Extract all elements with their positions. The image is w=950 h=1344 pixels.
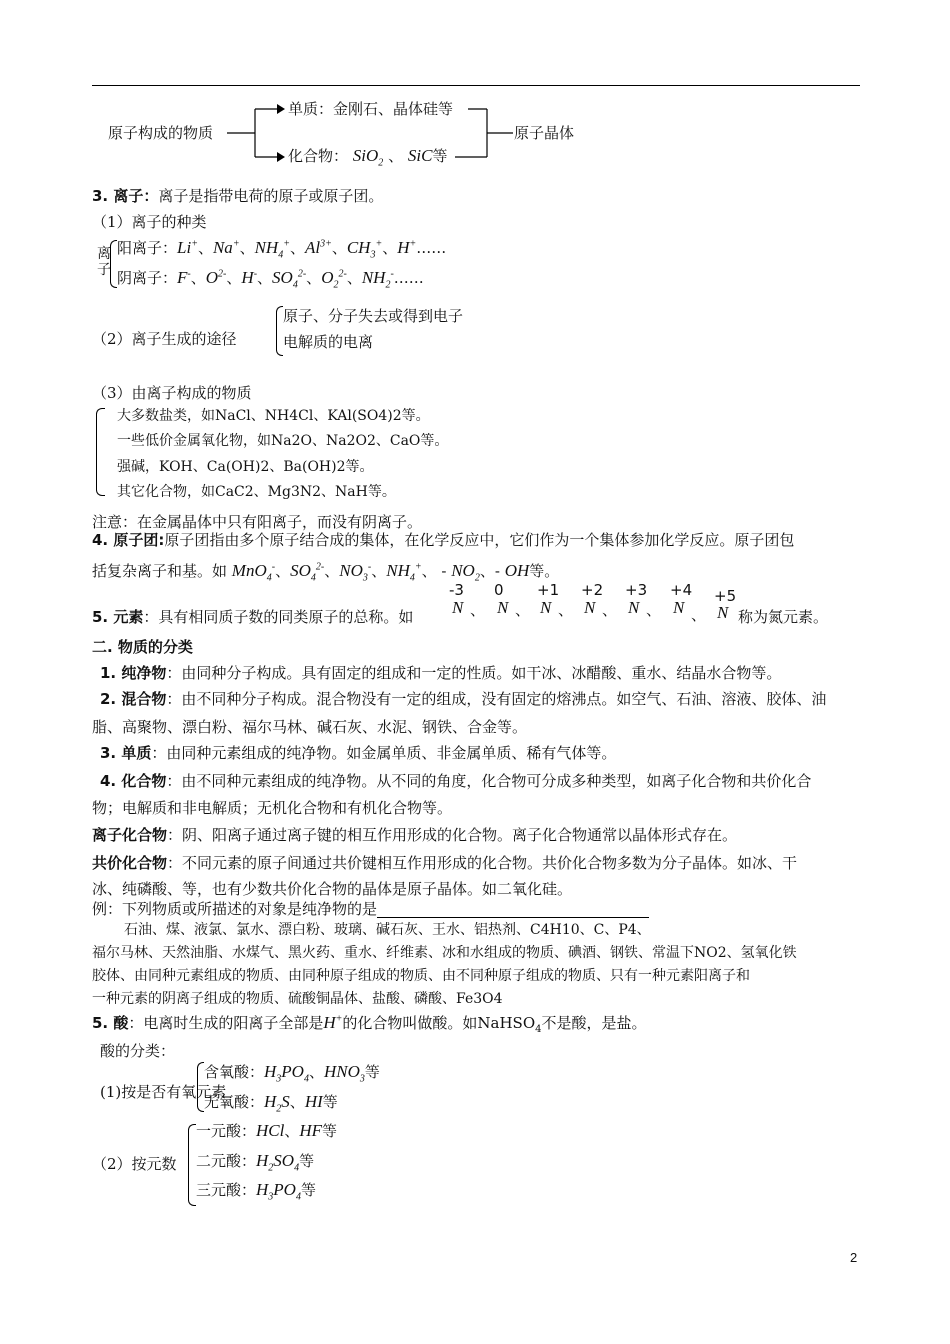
acid-basicity-group: （2）按元数 xyxy=(92,1155,177,1173)
covalent-line1: 共价化合物：不同元素的原子间通过共价键相互作用形成的化合物。共价化合物多数为分子晶体。如冰、干 xyxy=(92,854,798,872)
oxyacid: 含氧酸：$H_3PO_4$、$HNO_3$等 xyxy=(204,1062,380,1085)
atomic-group-line2: 括复杂离子和基。如 MnO$_4$-、$SO_4^{2-}$、$NO_3^-$、$NH_4^+$、 - $NO_2$、- OH等。 xyxy=(92,561,560,584)
nitrogen-tail: 称为氮元素。 xyxy=(738,608,829,626)
nitrogen-symbol-0: N xyxy=(452,598,464,617)
example-line1: 石油、煤、液氯、氯水、漂白粉、玻璃、碱石灰、王水、铝热剂、C4H10、C、P4、 xyxy=(124,922,651,938)
mixture-line2: 脂、高聚物、漂白粉、福尔马林、碱石灰、水泥、钢铁、合金等。 xyxy=(92,718,528,736)
atomic-crystal-label: 原子晶体 xyxy=(514,124,575,142)
ion-types-heading: （1）离子的种类 xyxy=(92,213,207,231)
acid-classification-heading: 酸的分类： xyxy=(100,1042,176,1060)
oxidation-state-0: -3 xyxy=(449,581,464,599)
formula-sic: SiC xyxy=(407,146,433,165)
acid-oxygen-group: (1)按是否有氧元素 xyxy=(100,1083,227,1101)
element-definition: 5. 元素：具有相同质子数的同类原子的总称。如 xyxy=(92,608,414,626)
oxidation-state-1: 0 xyxy=(494,581,504,599)
ion-brace xyxy=(110,240,117,288)
example-line4: 一种元素的阴离子组成的物质、硫酸铜晶体、盐酸、磷酸、Fe3O4 xyxy=(92,991,503,1007)
mixture-line1: 2. 混合物：由不同种分子构成。混合物没有一定的组成，没有固定的熔沸点。如空气、石油、溶液、胶体、油 xyxy=(100,690,827,708)
ionic-substance-heading: （3）由离子构成的物质 xyxy=(92,384,252,402)
atomic-substance-label: 原子构成的物质 xyxy=(108,124,214,142)
page-number: 2 xyxy=(850,1250,858,1265)
nitrogen-symbol-4: N xyxy=(628,598,640,617)
ionic-item-salts: 大多数盐类，如NaCl、NH4Cl、KAl(SO4)2等。 xyxy=(117,408,430,424)
nitrogen-symbol-6: N xyxy=(717,603,729,622)
separator: 、 xyxy=(691,606,707,624)
element-substance-def: 3. 单质：由同种元素组成的纯净物。如金属单质、非金属单质、稀有气体等。 xyxy=(100,744,617,762)
separator: 、 xyxy=(558,601,574,619)
separator: 、 xyxy=(515,601,531,619)
nitrogen-symbol-5: N xyxy=(673,598,685,617)
ion-side-label: 离子 xyxy=(97,246,111,278)
separator: 、 xyxy=(602,601,618,619)
nitrogen-symbol-1: N xyxy=(497,598,509,617)
basicity-brace xyxy=(188,1124,196,1206)
classification-title: 二. 物质的分类 xyxy=(92,638,193,656)
oxidation-state-4: +3 xyxy=(625,581,648,599)
compound-line1: 4. 化合物：由不同种元素组成的纯净物。从不同的角度，化合物可分成多种类型，如离子化合物和共价化合 xyxy=(100,772,812,790)
example-line2: 福尔马林、天然油脂、水煤气、黑火药、重水、纤维素、冰和水组成的物质、碘酒、钢铁、常温下NO2、氢氧化铁 xyxy=(92,945,797,961)
separator: 、 xyxy=(646,601,662,619)
compound-label: 化合物： xyxy=(288,147,349,165)
dibasic-acid: 二元酸：$H_2SO_4$等 xyxy=(196,1151,315,1174)
oxygen-brace xyxy=(197,1062,204,1112)
ion-route-heading: （2）离子生成的途径 xyxy=(92,330,237,348)
nitrogen-symbol-3: N xyxy=(584,598,596,617)
ionic-item-oxides: 一些低价金属氧化物，如Na2O、Na2O2、CaO等。 xyxy=(117,433,449,449)
ionic-item-others: 其它化合物，如CaC2、Mg3N2、NaH等。 xyxy=(117,484,396,500)
cation-line: 阳离子：Li+、Na+、$NH_4^+$、$Al^{3+}$、$CH_3^+$、H+…… xyxy=(117,238,447,261)
example-question: 例：下列物质或所描述的对象是纯净物的是 xyxy=(92,900,649,918)
ionic-substance-brace xyxy=(96,408,105,496)
non-oxyacid: 无氧酸：$H_2S$、HI等 xyxy=(204,1092,338,1115)
example-line3: 胶体、由同种元素组成的物质、由同种原子组成的物质、由不同种原子组成的物质、只有一种元素阳离子和 xyxy=(92,968,750,984)
answer-blank[interactable] xyxy=(377,903,649,918)
header-rule xyxy=(92,85,860,86)
oxidation-state-2: +1 xyxy=(537,581,560,599)
oxidation-state-6: +5 xyxy=(714,587,737,605)
formula-sio2: SiO$_2$ xyxy=(352,146,384,169)
anion-line: 阴离子：F-、$O^{2-}$、H-、$SO_4^{2-}$、$O_2^{2-}$、$NH_2^-\dots\dots$ xyxy=(117,268,424,291)
ionic-item-bases: 强碱，KOH、Ca(OH)2、Ba(OH)2等。 xyxy=(117,459,374,475)
metal-crystal-note: 注意：在金属晶体中只有阳离子，而没有阴离子。 xyxy=(92,513,423,531)
compound-substance: 化合物： SiO$_2$ 、 SiC等 xyxy=(288,146,448,169)
separator: 、 xyxy=(470,601,486,619)
element-substance: 单质：金刚石、晶体硅等 xyxy=(288,100,454,118)
ion-definition: 3. 离子：离子是指带电荷的原子或原子团。 xyxy=(92,187,384,205)
nitrogen-symbol-2: N xyxy=(540,598,552,617)
route-brace xyxy=(276,306,283,356)
tribasic-acid: 三元酸：$H_3PO_4$等 xyxy=(196,1180,316,1203)
atomic-group-line1: 4. 原子团:原子团指由多个原子结合成的集体，在化学反应中，它们作为一个集体参加化学反应。原子团包 xyxy=(92,531,795,549)
compound-line2: 物；电解质和非电解质；无机化合物和有机化合物等。 xyxy=(92,799,453,817)
monobasic-acid: 一元酸：HCl、HF等 xyxy=(196,1121,338,1140)
oxidation-state-3: +2 xyxy=(581,581,604,599)
route-item-2: 电解质的电离 xyxy=(283,333,374,351)
acid-definition: 5. 酸：电离时生成的阳离子全部是H+的化合物叫做酸。如NaHSO$_4$不是酸，是盐。 xyxy=(92,1013,647,1035)
oxidation-state-5: +4 xyxy=(670,581,693,599)
route-item-1: 原子、分子失去或得到电子 xyxy=(283,307,464,325)
ionic-compound: 离子化合物：阴、阳离子通过离子键的相互作用形成的化合物。离子化合物通常以晶体形式存在。 xyxy=(92,826,738,844)
pure-substance: 1. 纯净物：由同种分子构成。具有固定的组成和一定的性质。如干冰、冰醋酸、重水、结晶水合物等。 xyxy=(100,664,782,682)
covalent-line2: 冰、纯磷酸、等，也有少数共价化合物的晶体是原子晶体。如二氧化硅。 xyxy=(92,880,573,898)
